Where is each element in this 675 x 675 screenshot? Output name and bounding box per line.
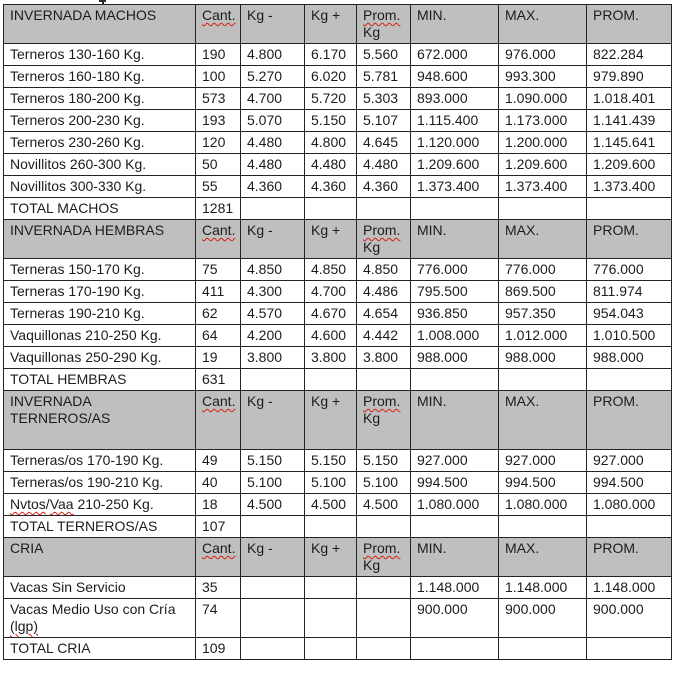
cell-min [411, 516, 499, 538]
table-row [4, 259, 672, 281]
table-row [4, 347, 672, 369]
misspelled-word: Prom. [363, 393, 401, 409]
cell-min [411, 369, 499, 391]
cell-max: 1.080.000 [499, 494, 587, 516]
cell-cant: 75 [196, 259, 241, 281]
text-part: Vacas Medio Uso con Cría [10, 601, 176, 617]
cell-min: 1.373.400 [411, 176, 499, 198]
cell-prom-kg: 5.150 [357, 450, 411, 472]
column-header [196, 391, 241, 450]
cell-category: Terneros 130-160 Kg. [4, 44, 196, 66]
column-header [411, 391, 499, 450]
column-header [411, 538, 499, 577]
cell-prom-kg: 5.560 [357, 44, 411, 66]
column-header [587, 220, 672, 259]
cell-category: Novillitos 260-300 Kg. [4, 154, 196, 176]
cell-kg-plus: 4.670 [305, 303, 357, 325]
cell-kg-plus: 5.150 [305, 110, 357, 132]
cell-max: 1.209.600 [499, 154, 587, 176]
cell-min: 927.000 [411, 450, 499, 472]
cell-prom: 979.890 [587, 66, 672, 88]
text-part: Kg + [311, 540, 341, 556]
cell-cant: 74 [196, 599, 241, 638]
cell-category: TOTAL MACHOS [4, 198, 196, 220]
column-header [587, 5, 672, 44]
cell-max [499, 516, 587, 538]
text-part: MIN. [417, 7, 447, 23]
table-row [4, 472, 672, 494]
table-row [4, 303, 672, 325]
cell-max: 776.000 [499, 259, 587, 281]
cell-prom-kg [357, 516, 411, 538]
misspelled-word: Prom. [363, 540, 401, 556]
cell-min: 988.000 [411, 347, 499, 369]
column-header [411, 5, 499, 44]
section-header-row [4, 391, 672, 450]
text-part: Kg - [247, 393, 273, 409]
cell-max: 1.012.000 [499, 325, 587, 347]
clipped-text-fragment [99, 0, 106, 2]
cell-cant: 190 [196, 44, 241, 66]
cell-category: Vaquillonas 250-290 Kg. [4, 347, 196, 369]
cell-prom: 822.284 [587, 44, 672, 66]
section-title: INVERNADA HEMBRAS [4, 220, 196, 259]
cell-prom-kg: 5.100 [357, 472, 411, 494]
cell-prom: 1.080.000 [587, 494, 672, 516]
cell-min: 936.850 [411, 303, 499, 325]
table-row [4, 450, 672, 472]
cell-category: Terneras/os 170-190 Kg. [4, 450, 196, 472]
cell-kg-minus [241, 577, 305, 599]
cell-prom: 1.141.439 [587, 110, 672, 132]
cell-min: 994.500 [411, 472, 499, 494]
cell-min: 672.000 [411, 44, 499, 66]
total-row [4, 516, 672, 538]
cell-cant: 120 [196, 132, 241, 154]
cell-kg-minus: 4.700 [241, 88, 305, 110]
cell-category: TOTAL TERNEROS/AS [4, 516, 196, 538]
text-part: MAX. [505, 7, 540, 23]
cell-category: Terneras 170-190 Kg. [4, 281, 196, 303]
column-header [196, 5, 241, 44]
section-header-row [4, 5, 672, 44]
cell-kg-minus: 5.150 [241, 450, 305, 472]
cell-kg-plus: 4.850 [305, 259, 357, 281]
cell-max: 1.373.400 [499, 176, 587, 198]
misspelled-word: Vaa [49, 496, 74, 512]
cell-prom-kg: 4.654 [357, 303, 411, 325]
cell-min: 893.000 [411, 88, 499, 110]
cell-min: 795.500 [411, 281, 499, 303]
cell-category: Terneras/os 190-210 Kg. [4, 472, 196, 494]
column-header [305, 5, 357, 44]
text-part: Kg - [247, 222, 273, 238]
cell-max: 993.300 [499, 66, 587, 88]
cell-kg-minus: 4.300 [241, 281, 305, 303]
cell-min [411, 638, 499, 660]
text-part: MIN. [417, 393, 447, 409]
text-part: 210-250 Kg. [73, 496, 154, 512]
cell-prom-kg: 4.500 [357, 494, 411, 516]
column-header [587, 391, 672, 450]
text-part: Kg - [247, 7, 273, 23]
table-row [4, 494, 672, 516]
cell-category: Terneros 160-180 Kg. [4, 66, 196, 88]
misspelled-word: Prom. [363, 222, 401, 238]
cell-kg-minus: 4.570 [241, 303, 305, 325]
cell-kg-plus: 6.170 [305, 44, 357, 66]
cell-kg-plus [305, 516, 357, 538]
text-part: MAX. [505, 222, 540, 238]
table-row [4, 577, 672, 599]
cell-cant: 62 [196, 303, 241, 325]
cell-kg-plus: 5.100 [305, 472, 357, 494]
cell-max [499, 198, 587, 220]
cell-prom: 927.000 [587, 450, 672, 472]
column-header [241, 220, 305, 259]
text-part: PROM. [593, 7, 639, 23]
misspelled-word: Cant. [202, 7, 236, 23]
cell-prom-kg: 4.850 [357, 259, 411, 281]
misspelled-word: Cant. [202, 222, 236, 238]
cell-prom: 1.145.641 [587, 132, 672, 154]
cell-prom-kg: 3.800 [357, 347, 411, 369]
cell-prom-kg: 4.486 [357, 281, 411, 303]
cell-category: TOTAL HEMBRAS [4, 369, 196, 391]
cell-category: TOTAL CRIA [4, 638, 196, 660]
cell-min: 948.600 [411, 66, 499, 88]
column-header [305, 220, 357, 259]
cell-kg-plus: 4.600 [305, 325, 357, 347]
table-row [4, 44, 672, 66]
cell-min: 900.000 [411, 599, 499, 638]
misspelled-word: Nvtos [10, 496, 46, 512]
column-header [357, 391, 411, 450]
cell-min: 1.148.000 [411, 577, 499, 599]
cell-kg-plus: 5.720 [305, 88, 357, 110]
cell-max: 976.000 [499, 44, 587, 66]
cell-category [4, 494, 196, 516]
cell-max: 927.000 [499, 450, 587, 472]
cell-kg-minus: 3.800 [241, 347, 305, 369]
cell-cant: 19 [196, 347, 241, 369]
text-part: PROM. [593, 393, 639, 409]
cell-kg-minus [241, 638, 305, 660]
cell-cant: 193 [196, 110, 241, 132]
cell-kg-plus: 6.020 [305, 66, 357, 88]
cell-prom: 1.018.401 [587, 88, 672, 110]
cell-prom: 900.000 [587, 599, 672, 638]
column-header [305, 391, 357, 450]
cell-prom [587, 369, 672, 391]
misspelled-word: (lgp) [10, 618, 39, 634]
cell-cant: 40 [196, 472, 241, 494]
text-part: PROM. [593, 540, 639, 556]
total-row [4, 198, 672, 220]
text-part: Kg [363, 557, 381, 573]
cell-max: 994.500 [499, 472, 587, 494]
cell-category [4, 599, 196, 638]
text-part: / [45, 496, 50, 512]
table-row [4, 599, 672, 638]
cell-min: 1.115.400 [411, 110, 499, 132]
cell-max: 900.000 [499, 599, 587, 638]
text-part: Kg + [311, 393, 341, 409]
column-header [499, 220, 587, 259]
cell-kg-plus: 4.800 [305, 132, 357, 154]
cell-prom-kg [357, 198, 411, 220]
cell-kg-minus: 4.850 [241, 259, 305, 281]
cell-max: 1.173.000 [499, 110, 587, 132]
section-header-row [4, 220, 672, 259]
table-body [4, 5, 672, 660]
cell-kg-plus: 4.480 [305, 154, 357, 176]
column-header [196, 538, 241, 577]
cell-category: Terneros 180-200 Kg. [4, 88, 196, 110]
column-header [241, 538, 305, 577]
cell-prom-kg [357, 369, 411, 391]
column-header [587, 538, 672, 577]
text-part: Kg [363, 239, 381, 255]
cell-category: Terneras 190-210 Kg. [4, 303, 196, 325]
column-header [499, 391, 587, 450]
cell-kg-plus: 3.800 [305, 347, 357, 369]
cell-min: 776.000 [411, 259, 499, 281]
cell-prom: 994.500 [587, 472, 672, 494]
text-part: PROM. [593, 222, 639, 238]
text-part: MAX. [505, 540, 540, 556]
cell-prom-kg [357, 599, 411, 638]
cell-kg-minus: 4.800 [241, 44, 305, 66]
cell-prom-kg [357, 638, 411, 660]
cell-kg-minus: 4.480 [241, 132, 305, 154]
text-part: MIN. [417, 222, 447, 238]
misspelled-word: Cant. [202, 393, 236, 409]
cell-min: 1.120.000 [411, 132, 499, 154]
cell-cant: 49 [196, 450, 241, 472]
text-part: Kg [363, 410, 381, 426]
cell-kg-minus [241, 599, 305, 638]
cell-category: Terneros 230-260 Kg. [4, 132, 196, 154]
text-part: Kg [363, 24, 381, 40]
column-header [305, 538, 357, 577]
cell-prom: 1.148.000 [587, 577, 672, 599]
cell-prom-kg: 4.645 [357, 132, 411, 154]
column-header [499, 5, 587, 44]
text-part: MIN. [417, 540, 447, 556]
cell-prom: 1.209.600 [587, 154, 672, 176]
table-row [4, 176, 672, 198]
cell-prom-kg: 4.360 [357, 176, 411, 198]
cell-min: 1.080.000 [411, 494, 499, 516]
cell-prom: 811.974 [587, 281, 672, 303]
cell-kg-minus: 4.200 [241, 325, 305, 347]
cell-category: Vacas Sin Servicio [4, 577, 196, 599]
cell-max [499, 638, 587, 660]
section-title: INVERNADA TERNEROS/AS [4, 391, 196, 450]
column-header [241, 5, 305, 44]
cell-prom-kg: 4.442 [357, 325, 411, 347]
cell-cant: 1281 [196, 198, 241, 220]
cell-min: 1.209.600 [411, 154, 499, 176]
misspelled-word: Cant. [202, 540, 236, 556]
cell-max: 1.200.000 [499, 132, 587, 154]
cell-cant: 100 [196, 66, 241, 88]
cell-kg-minus [241, 198, 305, 220]
cell-min: 1.008.000 [411, 325, 499, 347]
cell-kg-minus: 4.360 [241, 176, 305, 198]
cell-category: Terneras 150-170 Kg. [4, 259, 196, 281]
cell-kg-plus [305, 577, 357, 599]
cell-kg-plus [305, 599, 357, 638]
section-title: CRIA [4, 538, 196, 577]
table-row [4, 132, 672, 154]
cell-prom [587, 198, 672, 220]
column-header [411, 220, 499, 259]
cell-max [499, 369, 587, 391]
cell-max: 988.000 [499, 347, 587, 369]
cell-kg-plus: 4.700 [305, 281, 357, 303]
column-header [357, 538, 411, 577]
cell-category: Terneros 200-230 Kg. [4, 110, 196, 132]
cell-cant: 64 [196, 325, 241, 347]
cell-prom-kg [357, 577, 411, 599]
table-row [4, 110, 672, 132]
column-header [241, 391, 305, 450]
cell-prom-kg: 5.107 [357, 110, 411, 132]
text-part: Kg - [247, 540, 273, 556]
cell-kg-plus: 4.360 [305, 176, 357, 198]
cell-max: 869.500 [499, 281, 587, 303]
cell-prom: 1.010.500 [587, 325, 672, 347]
cell-cant: 35 [196, 577, 241, 599]
column-header [357, 220, 411, 259]
cell-cant: 50 [196, 154, 241, 176]
text-part: MAX. [505, 393, 540, 409]
cell-max: 1.148.000 [499, 577, 587, 599]
misspelled-word: Prom. [363, 7, 401, 23]
column-header [357, 5, 411, 44]
cell-prom: 1.373.400 [587, 176, 672, 198]
cell-cant: 631 [196, 369, 241, 391]
cell-prom-kg: 4.480 [357, 154, 411, 176]
cell-kg-minus [241, 516, 305, 538]
cell-prom-kg: 5.303 [357, 88, 411, 110]
cell-kg-plus: 4.500 [305, 494, 357, 516]
column-header [499, 538, 587, 577]
section-header-row [4, 538, 672, 577]
cell-kg-minus [241, 369, 305, 391]
column-header [196, 220, 241, 259]
text-part: Kg + [311, 222, 341, 238]
cell-prom [587, 638, 672, 660]
cell-kg-plus [305, 638, 357, 660]
text-part: Kg + [311, 7, 341, 23]
cell-cant: 18 [196, 494, 241, 516]
total-row [4, 638, 672, 660]
cell-prom: 776.000 [587, 259, 672, 281]
section-title: INVERNADA MACHOS [4, 5, 196, 44]
cell-cant: 411 [196, 281, 241, 303]
cell-kg-plus: 5.150 [305, 450, 357, 472]
cell-cant: 573 [196, 88, 241, 110]
cell-kg-minus: 4.480 [241, 154, 305, 176]
cell-cant: 109 [196, 638, 241, 660]
cell-prom-kg: 5.781 [357, 66, 411, 88]
table-row [4, 281, 672, 303]
cell-prom [587, 516, 672, 538]
livestock-price-table [3, 4, 672, 660]
total-row [4, 369, 672, 391]
cell-kg-minus: 5.270 [241, 66, 305, 88]
cell-max: 1.090.000 [499, 88, 587, 110]
cell-category: Vaquillonas 210-250 Kg. [4, 325, 196, 347]
table-row [4, 66, 672, 88]
cell-max: 957.350 [499, 303, 587, 325]
cell-kg-minus: 5.070 [241, 110, 305, 132]
cell-prom: 988.000 [587, 347, 672, 369]
cell-min [411, 198, 499, 220]
table-row [4, 325, 672, 347]
cell-cant: 107 [196, 516, 241, 538]
cell-category: Novillitos 300-330 Kg. [4, 176, 196, 198]
cell-kg-plus [305, 198, 357, 220]
table-row [4, 88, 672, 110]
cell-kg-minus: 5.100 [241, 472, 305, 494]
table-row [4, 154, 672, 176]
cell-prom: 954.043 [587, 303, 672, 325]
cell-kg-minus: 4.500 [241, 494, 305, 516]
cell-cant: 55 [196, 176, 241, 198]
cell-kg-plus [305, 369, 357, 391]
